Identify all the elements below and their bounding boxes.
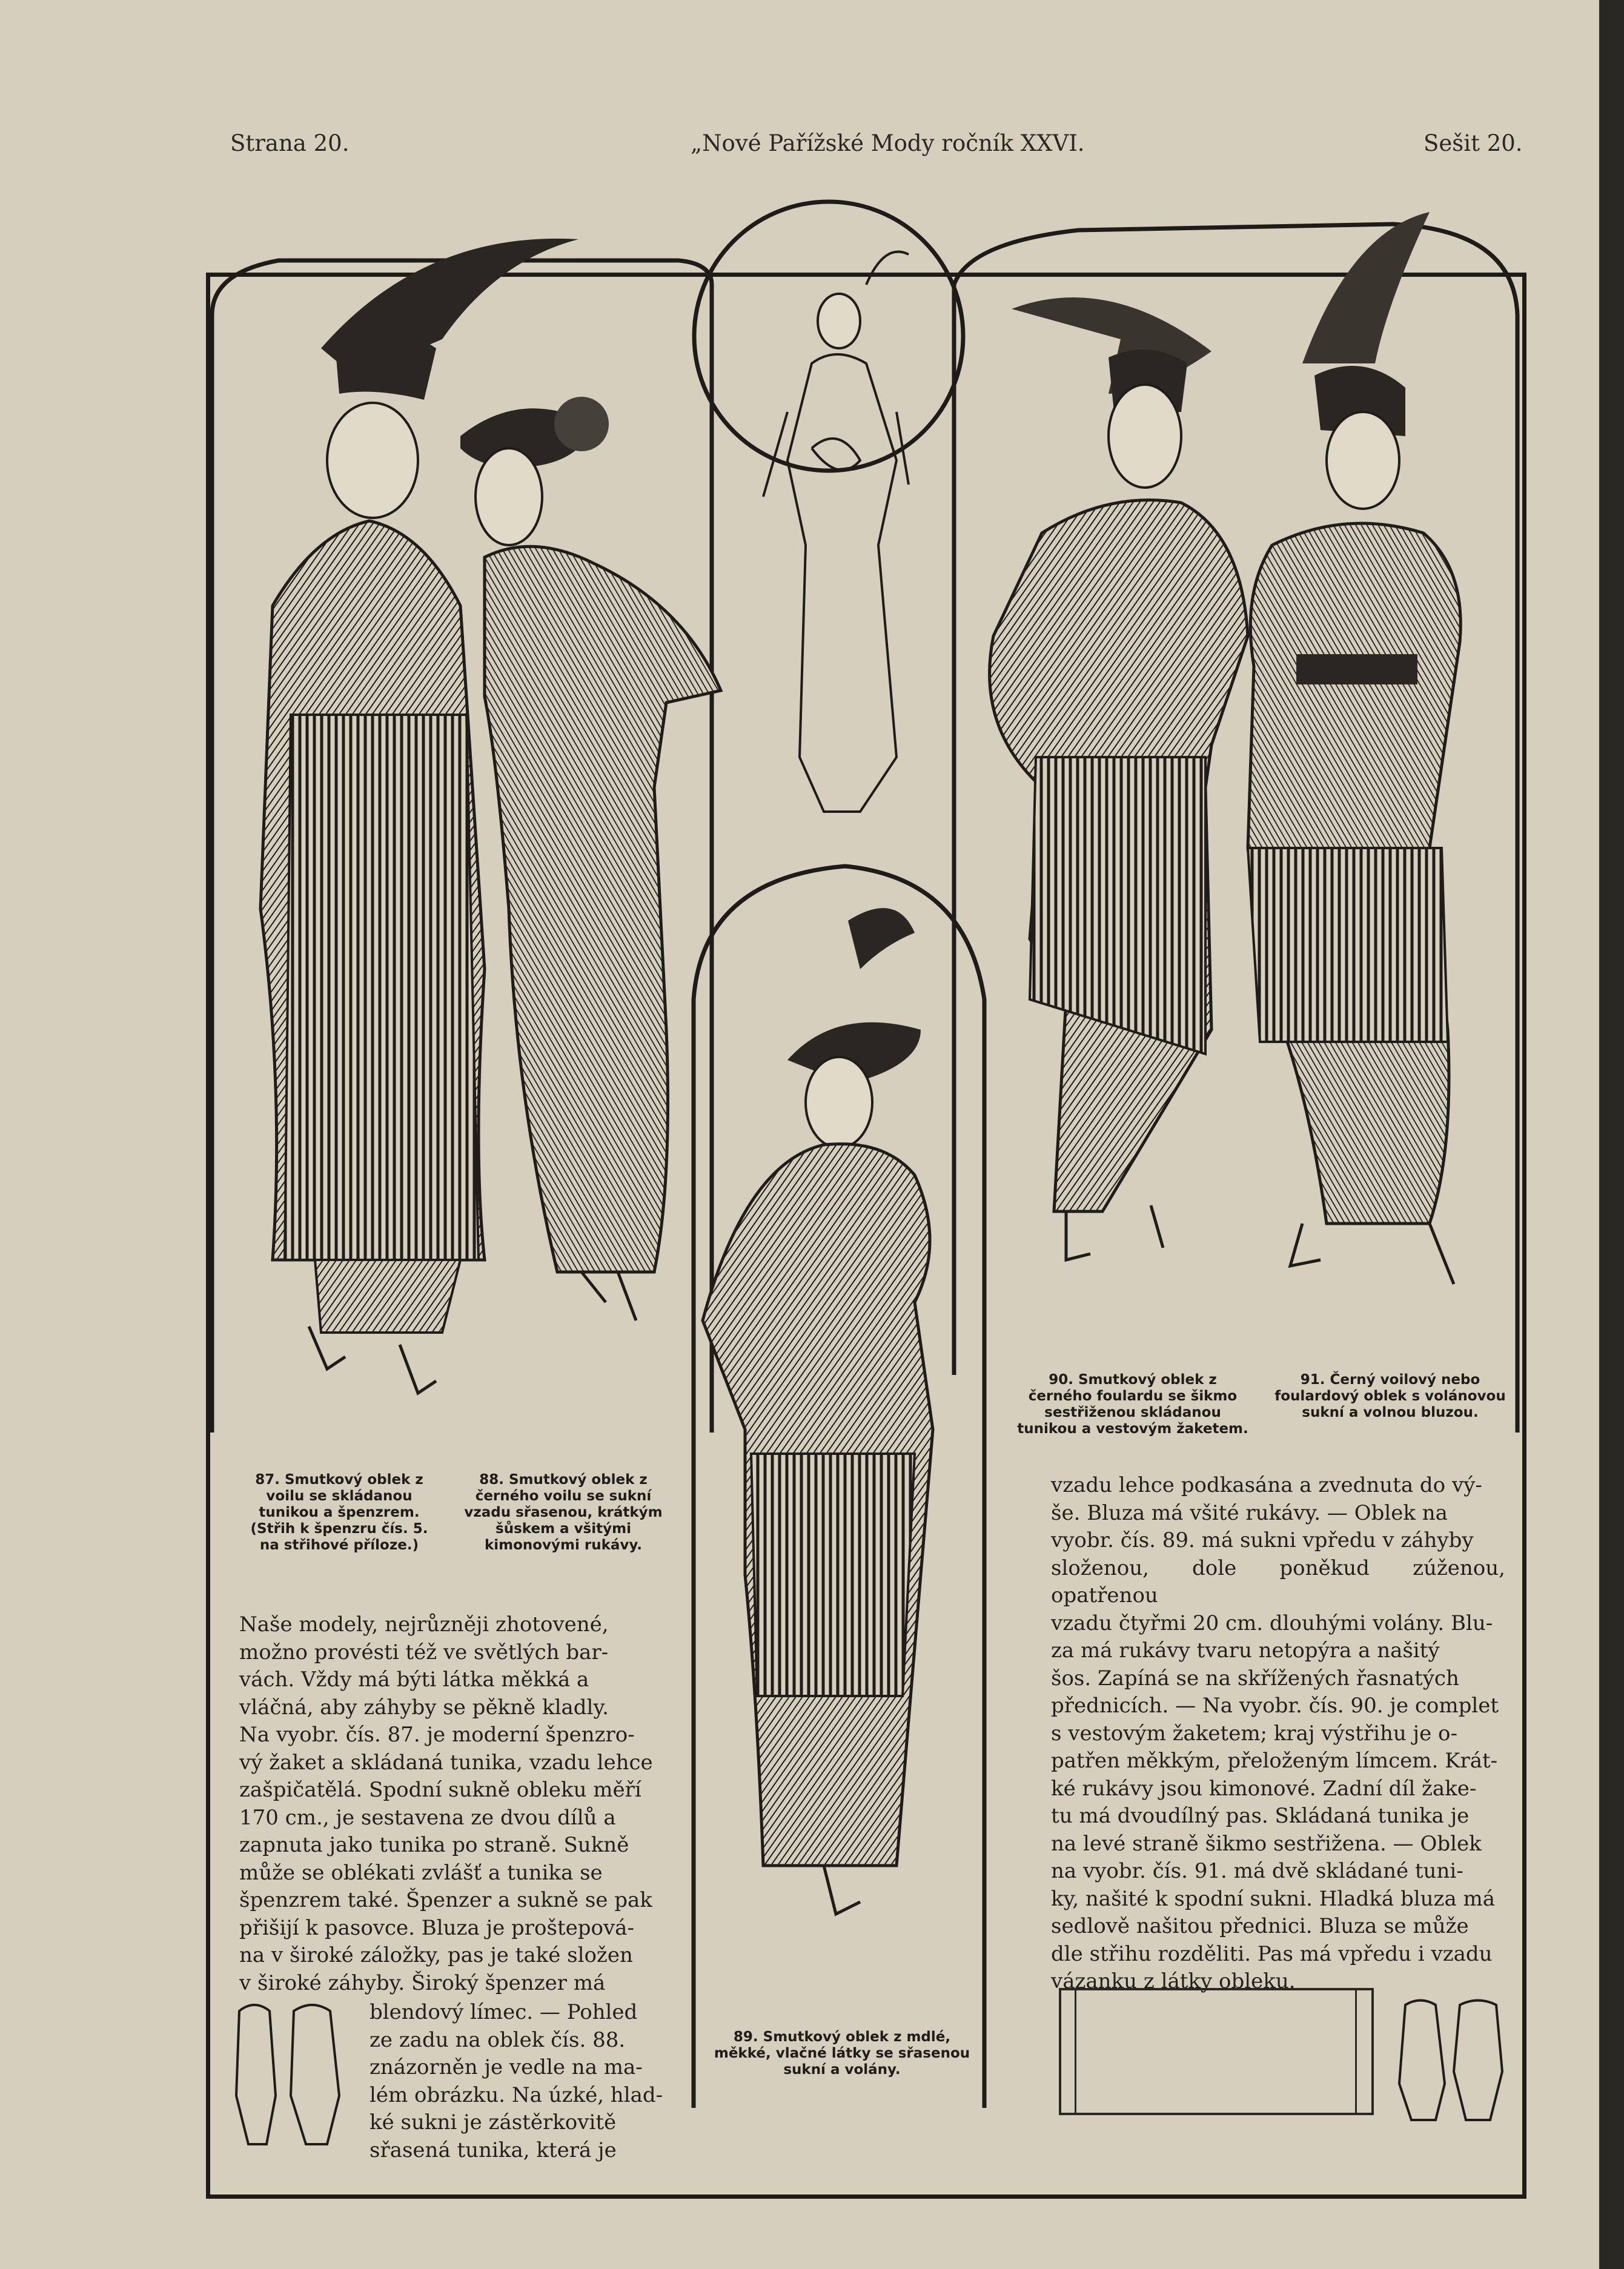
fashion-figure-88-icon bbox=[460, 397, 721, 1320]
fashion-figure-89-icon bbox=[703, 908, 933, 1914]
article-text-left: Naše modely, nejrůzněji zhotovené, možno provésti též ve světlých bar- vách. Vždy má býti látka měkká a vláčná, aby záhyby se pěkně kladly. Na vyobr. čís. 87. je moderní špenzro- vý žaket a skládaná tunika, vzadu lehce zašpičatělá. Spodní sukně obleku měří 170 cm., je sestavena ze dvou dílů a zapnuta jako tunika po straně. Sukně může se oblékati zvlášť a tunika se špenzrem také. Špenzer a sukně se pak přišijí k pasovce. Bluza je proštepová- na v široké záložky, pas je také složen v široké záhyby. Široký špenzer má bbox=[239, 1612, 653, 1995]
article-text-left-indented: blendový límec. — Pohled ze zadu na oblek čís. 88. znázorněn je vedle na ma- lém obrázku. Na úzké, hlad- ké sukni je zástěrkovitě sřasená tunika, která je bbox=[370, 2000, 663, 2162]
pattern-box bbox=[1059, 1988, 1374, 2115]
caption-90: 90. Smutkový oblek z černého foulardu se šikmo sestřiženou skládanou tunikou a vestovým žaketem. bbox=[1017, 1372, 1248, 1437]
issue-number: Sešit 20. bbox=[1423, 130, 1523, 156]
caption-89: 89. Smutkový oblek z mdlé, měkké, vlačné látky se sřasenou sukní a volány. bbox=[714, 2029, 970, 2078]
caption-87: 87. Smutkový oblek z voilu se skládanou tunikou a špenzrem. (Střih k špenzru čís. 5. na střihové příloze.) bbox=[250, 1472, 428, 1553]
caption-91: 91. Černý voilový nebo foulardový oblek s volánovou sukní a volnou bluzou. bbox=[1274, 1372, 1506, 1420]
fashion-figure-90-icon bbox=[990, 297, 1248, 1260]
page-number: Strana 20. bbox=[230, 130, 350, 156]
fashion-figure-91-icon bbox=[1248, 212, 1460, 1284]
article-text-right: vzadu lehce podkasána a zvednuta do vý- še. Bluza má všité rukávy. — Oblek na vyobr. čís. 89. má sukni vpředu v záhyby složenou, dole poněkud zúženou, opatřenou vzadu čtyřmi 20 cm. dlouhými volány. Blu- za má rukávy tvaru netopýra a našitý šos. Zapíná se na skřížených řasnatých přednicích. — Na vyobr. čís. 90. je complet s vestovým žaketem; kraj výstřihu je o- patřen měkkým, přeloženým límcem. Krát- ké rukávy jsou kimonové. Zadní díl žake- tu má dvoudílný pas. Skládaná tunika je na levé straně šikmo sestřižena. — Oblek na vyobr. čís. 91. má dvě skládané tuni- ky, našité k spodní sukni. Hladká bluza má sedlově našitou přednici. Bluza se může dle střihu rozděliti. Pas má vpředu i vzadu vázanku z látky obleku. bbox=[1051, 1473, 1505, 1993]
magazine-title: „Nové Pařížské Mody ročník XXVI. bbox=[691, 130, 1085, 156]
pattern-box-inner bbox=[1075, 1990, 1357, 2113]
caption-88: 88. Smutkový oblek z černého voilu se sukní vzadu sřasenou, krátkým šůskem a všitými kimonovými rukávy. bbox=[464, 1472, 663, 1553]
book-spine-edge bbox=[1599, 0, 1624, 2269]
fashion-back-view-icon bbox=[763, 252, 909, 812]
